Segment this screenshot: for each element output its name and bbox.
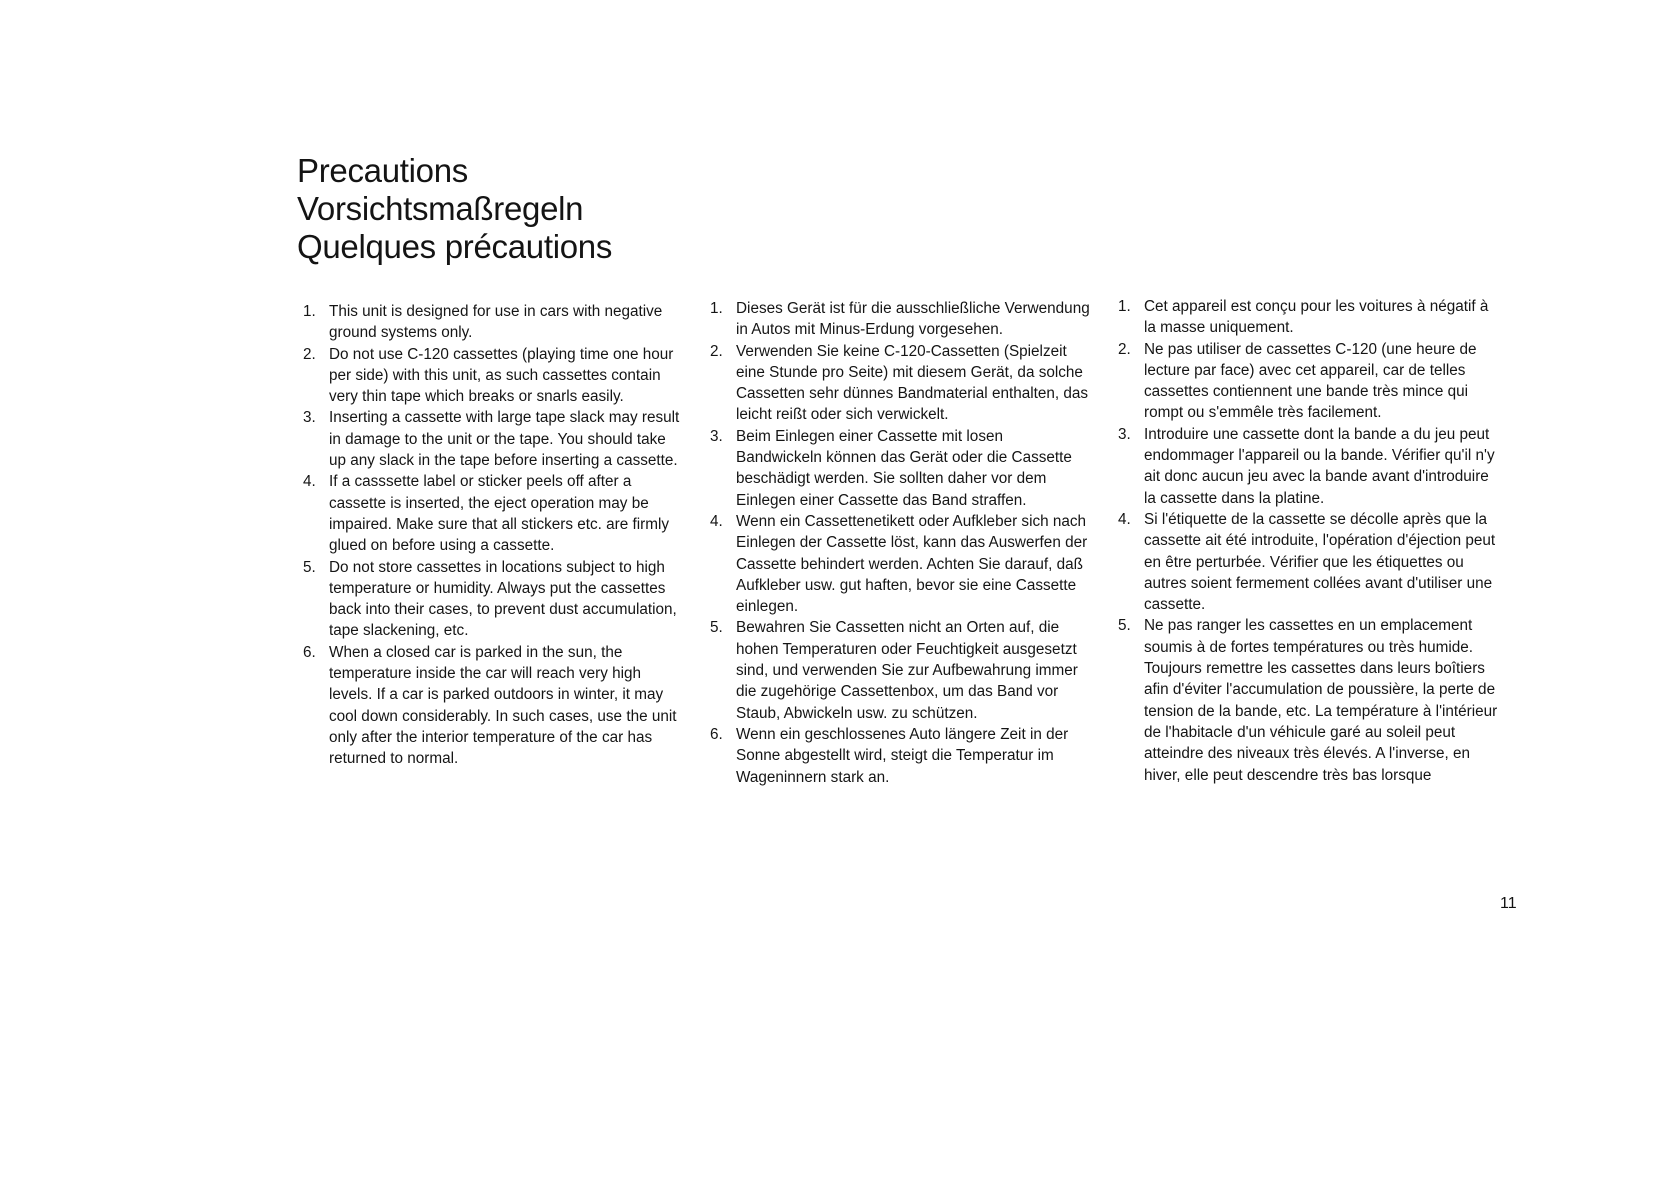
item-number: 2. bbox=[303, 345, 316, 363]
list-item bbox=[710, 511, 1090, 617]
item-text: Bewahren Sie Cassetten nicht an Orten auf, die hohen Temperaturen oder Feuchtigkeit ausgesetzt sind, und verwenden Sie zur Aufbewahrung immer die zugehörige Cassettenbox, um das Band vor Staub, Abwickeln usw. zu schützen. bbox=[736, 619, 1078, 722]
item-number: 5. bbox=[303, 558, 316, 576]
item-number: 6. bbox=[303, 643, 316, 661]
item-number: 4. bbox=[710, 512, 723, 530]
item-text: Wenn ein Cassettenetikett oder Aufkleber sich nach Einlegen der Cassette löst, kann das Auswerfen der Cassette behindert werden. Achten Sie darauf, daß Aufkleber usw. gut haften, bevor sie eine Cassette einlegen. bbox=[736, 512, 1088, 616]
item-text: Si l'étiquette de la cassette se décolle après que la cassette ait été introduite, l'opération d'éjection peut en être perturbée. Vérifier que les étiquettes ou autres soient fermement collées avant d'utiliser une cassette. bbox=[1144, 510, 1496, 614]
list-item bbox=[710, 617, 1090, 723]
item-text: Do not store cassettes in locations subject to high temperature or humidity. Always put the cassettes back into their cases, to prevent dust accumulation, tape slackening, etc. bbox=[329, 558, 677, 640]
list-item bbox=[710, 426, 1090, 511]
list-item bbox=[303, 557, 683, 642]
item-number: 1. bbox=[1118, 298, 1131, 315]
list-item bbox=[303, 642, 683, 770]
list-item bbox=[303, 407, 683, 471]
item-text: This unit is designed for use in cars with negative ground systems only. bbox=[329, 303, 663, 342]
german-precautions-list bbox=[710, 298, 1090, 788]
title-english: Precautions bbox=[297, 152, 468, 189]
page-number: 11 bbox=[1500, 895, 1517, 912]
item-text: Wenn ein geschlossenes Auto längere Zeit in der Sonne abgestellt wird, steigt die Temperatur im Wageninnern stark an. bbox=[736, 725, 1069, 786]
english-precautions-list bbox=[303, 301, 683, 770]
list-item bbox=[1118, 615, 1498, 785]
item-text: Beim Einlegen einer Cassette mit losen Bandwickeln können das Gerät oder die Cassette beschädigt werden. Sie sollten daher vor dem Einlegen einer Cassette das Band straffen. bbox=[736, 427, 1072, 509]
list-item bbox=[303, 301, 683, 344]
list-item bbox=[710, 341, 1090, 426]
list-item bbox=[303, 344, 683, 408]
item-text: Ne pas utiliser de cassettes C-120 (une heure de lecture par face) avec cet appareil, car de telles cassettes contiennent une bande très mince qui rompt ou s'emmêle très facilement. bbox=[1144, 340, 1477, 422]
item-text: Dieses Gerät ist für die ausschließliche Verwendung in Autos mit Minus-Erdung vorgesehen. bbox=[736, 300, 1090, 339]
item-number: 4. bbox=[303, 473, 316, 491]
list-item bbox=[1118, 339, 1498, 424]
item-text: If a casssette label or sticker peels off after a cassette is inserted, the eject operation may be impaired. Make sure that all stickers etc. are firmly glued on before using a cassette. bbox=[329, 473, 670, 555]
item-number: 3. bbox=[303, 409, 316, 427]
item-number: 3. bbox=[1118, 425, 1131, 443]
item-number: 2. bbox=[1118, 340, 1131, 358]
list-item bbox=[303, 471, 683, 556]
title-german: Vorsichtsmaßregeln bbox=[297, 190, 584, 227]
french-precautions-list bbox=[1118, 296, 1498, 786]
item-number: 6. bbox=[710, 725, 723, 743]
item-text: Cet appareil est conçu pour les voitures à négatif à la masse uniquement. bbox=[1144, 298, 1489, 337]
item-number: 3. bbox=[710, 427, 723, 445]
list-item bbox=[1118, 509, 1498, 615]
item-text: Ne pas ranger les cassettes en un emplacement soumis à de fortes températures ou très humide. Toujours remettre les cassettes dans leurs boîtiers afin d'éviter l'accumulation de poussière, la perte de tension de la bande, etc. La température à l'intérieur de l'habitacle d'un véhicule garé au soleil peut atteindre des niveaux très élevés. A l'inverse, en hiver, elle peut descendre très bas lorsque bbox=[1144, 617, 1498, 784]
item-number: 1. bbox=[303, 303, 316, 320]
item-text: Inserting a cassette with large tape slack may result in damage to the unit or the tape. You should take up any slack in the tape before inserting a cassette. bbox=[329, 409, 680, 470]
list-item bbox=[710, 724, 1090, 788]
item-number: 5. bbox=[710, 619, 723, 637]
item-text: Verwenden Sie keine C-120-Cassetten (Spielzeit eine Stunde pro Seite) mit diesem Gerät, da solche Cassetten sehr dünnes Bandmaterial enthalten, das leicht reißt oder sich verwickelt. bbox=[736, 342, 1089, 424]
item-number: 5. bbox=[1118, 617, 1131, 635]
item-number: 2. bbox=[710, 342, 723, 360]
list-item bbox=[1118, 424, 1498, 509]
item-text: Do not use C-120 cassettes (playing time one hour per side) with this unit, as such cassettes contain very thin tape which breaks or snarls easily. bbox=[329, 345, 674, 406]
item-number: 4. bbox=[1118, 510, 1131, 528]
item-number: 1. bbox=[710, 300, 723, 317]
item-text: When a closed car is parked in the sun, the temperature inside the car will reach very high levels. If a car is parked outdoors in winter, it may cool down considerably. In such cases, use the unit only after the interior temperature of the car has returned to normal. bbox=[329, 643, 677, 768]
page-titles bbox=[297, 152, 612, 266]
title-french: Quelques précautions bbox=[297, 228, 613, 265]
list-item bbox=[710, 298, 1090, 341]
list-item bbox=[1118, 296, 1498, 339]
item-text: Introduire une cassette dont la bande a du jeu peut endommager l'appareil ou la bande. Vérifier qu'il n'y ait donc aucun jeu avec la bande avant d'introduire la cassette dans la platine. bbox=[1144, 425, 1495, 507]
